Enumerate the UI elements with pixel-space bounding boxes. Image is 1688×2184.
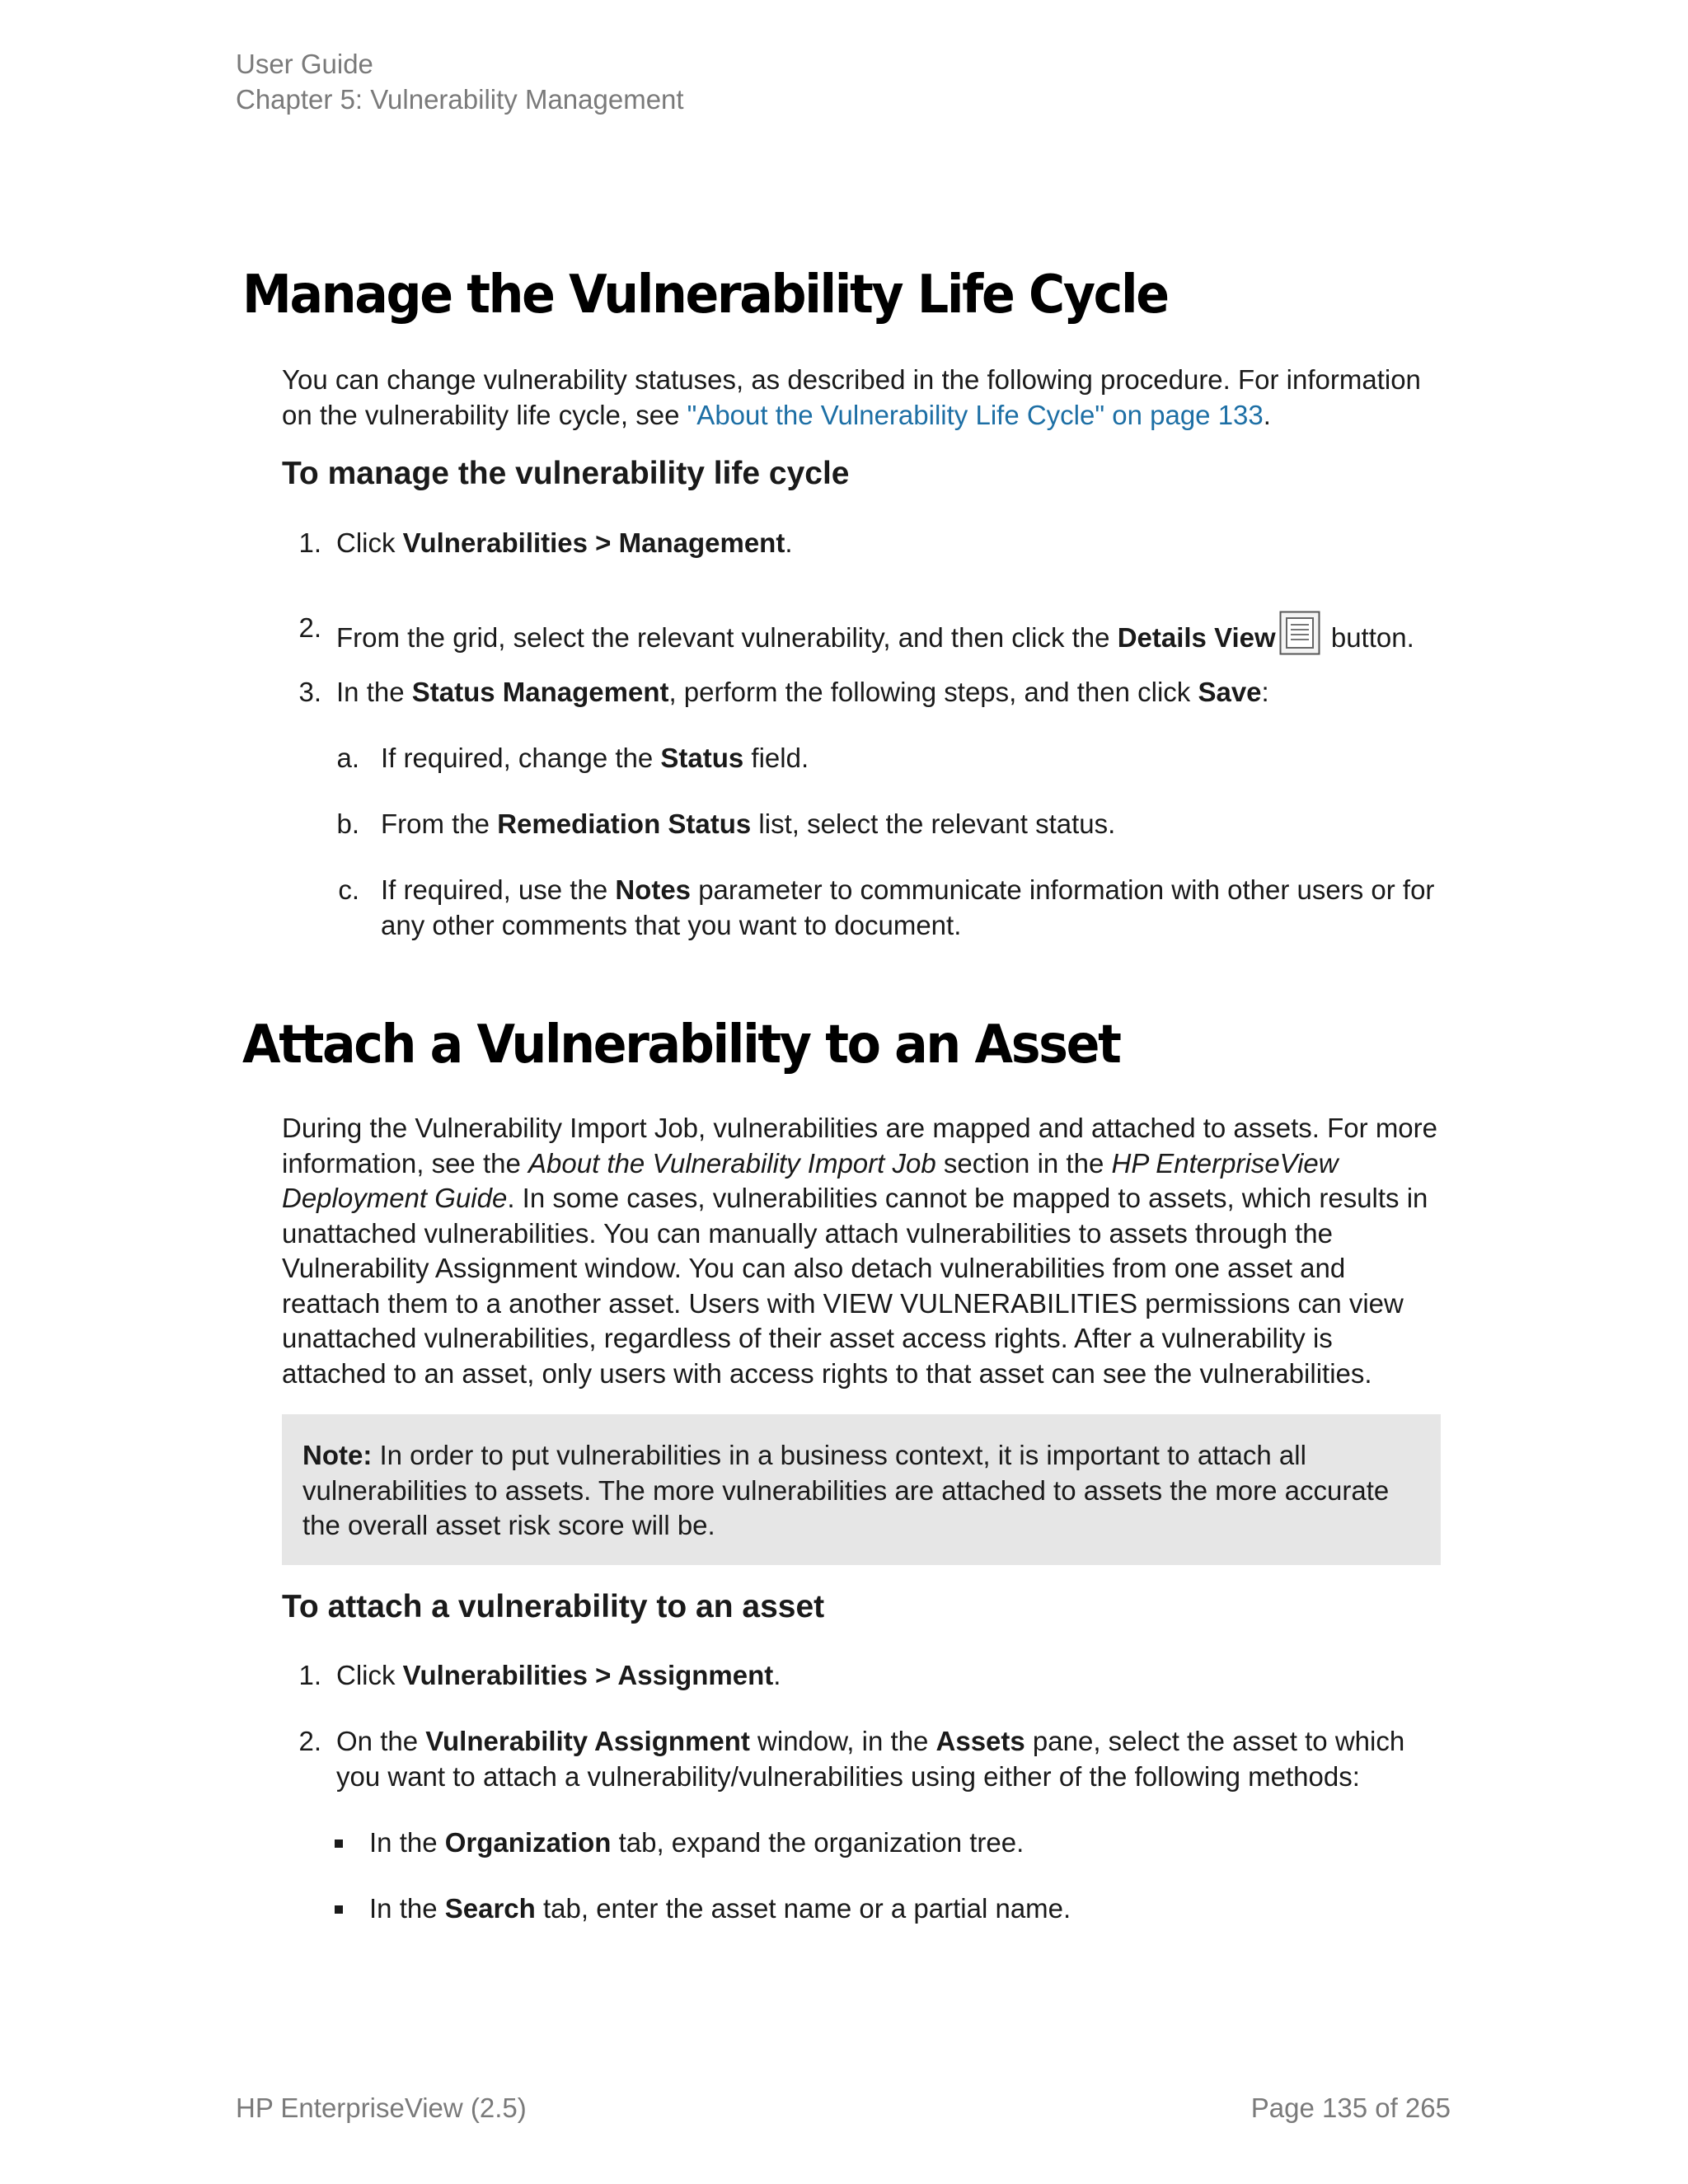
step-number: 3. (298, 677, 321, 707)
bullet-square-icon (335, 1905, 343, 1914)
para-text-c: . In some cases, vulnerabilities cannot be mapped to assets, which results in unattached vulnerabilities. You can manually attach vulnerabilities to assets through the Vulnerability Assignment window. You can also detach vulnerabilities from one asset and reattach them to a another asset. Users with VIEW VULNERABILITIES permissions can view unattached vulnerabilities, regardless of their asset access rights. After a vulnerability is attached to an asset, only users with access rights to that asset can see the vulnerabilities. (282, 1183, 1428, 1389)
assets-label: Assets (935, 1726, 1025, 1756)
section-title-manage-life-cycle: Manage the Vulnerability Life Cycle (242, 265, 1168, 326)
para-text-b: section in the (935, 1147, 1112, 1179)
header-chapter: Chapter 5: Vulnerability Management (236, 84, 684, 115)
step-text-end: . (773, 1660, 781, 1690)
status-management-label: Status Management (411, 677, 669, 707)
header-doc-title: User Guide (236, 49, 373, 79)
attach-intro-paragraph (282, 1111, 1444, 1391)
vulnerability-assignment-label: Vulnerability Assignment (425, 1726, 750, 1756)
menu-path: Vulnerabilities > Management (402, 527, 785, 558)
footer-product: HP EnterpriseView (2.5) (236, 2093, 527, 2123)
footer-page-number: Page 135 of 265 (1250, 2093, 1451, 2123)
step-number: 1. (298, 527, 321, 558)
step-number: 2. (298, 1726, 321, 1756)
note-text: In order to put vulnerabilities in a business context, it is important to attach all vulnerabilities to assets. The more vulnerabilities are attached to assets the more accurate the overall asset risk score will be. (302, 1440, 1390, 1540)
intro-paragraph (282, 363, 1444, 433)
step-text-end: . (785, 527, 793, 558)
intro-text: You can change vulnerability statuses, as described in the following procedure. For information on the vulnerability life cycle, see (282, 364, 1421, 430)
note-box (282, 1414, 1441, 1565)
notes-label: Notes (615, 874, 692, 905)
save-label: Save (1198, 677, 1262, 707)
intro-end: . (1263, 399, 1271, 430)
step-number: 1. (298, 1660, 321, 1690)
step-text: Click (336, 527, 403, 558)
details-view-icon (1279, 611, 1320, 655)
remediation-status-label: Remediation Status (497, 808, 752, 839)
step-text-end: : (1261, 677, 1269, 707)
note-label: Note: (302, 1440, 373, 1470)
deployment-guide-reference: HP EnterpriseView Deployment Guide (282, 1147, 1339, 1213)
running-header (236, 46, 684, 117)
step-text: Click (336, 1660, 403, 1690)
step-number: 2. (298, 612, 321, 643)
step-text: If required, change the (381, 743, 661, 773)
step-text-end: list, select the relevant status. (751, 808, 1116, 839)
status-field-label: Status (660, 743, 744, 773)
step-text-end: button. (1323, 622, 1414, 653)
bullet-text-end: tab, enter the asset name or a partial name. (535, 1893, 1071, 1924)
import-job-reference: About the Vulnerability Import Job (528, 1147, 936, 1179)
step-text-end: field. (743, 743, 809, 773)
section-title-attach-vulnerability: Attach a Vulnerability to an Asset (242, 1015, 1120, 1076)
step-text: From the (381, 808, 498, 839)
about-life-cycle-link[interactable]: "About the Vulnerability Life Cycle" on page 133 (687, 399, 1264, 430)
menu-path: Vulnerabilities > Assignment (402, 1660, 774, 1690)
step-text-mid: , perform the following steps, and then click (668, 677, 1198, 707)
substep-letter: c. (338, 874, 359, 905)
bullet-text: In the (369, 1893, 445, 1924)
step-text-end: parameter to communicate information with other users or for any other comments that you want to document. (381, 874, 1435, 940)
bullet-text-end: tab, expand the organization tree. (611, 1827, 1025, 1858)
step-text: If required, use the (381, 874, 616, 905)
step-text: In the (336, 677, 412, 707)
bullet-text: In the (369, 1827, 445, 1858)
substep-letter: b. (336, 808, 359, 839)
para-text-a: During the Vulnerability Import Job, vulnerabilities are mapped and attached to assets. For more information, see the (282, 1113, 1438, 1179)
organization-tab-label: Organization (444, 1827, 612, 1858)
procedure-title-manage: To manage the vulnerability life cycle (282, 456, 850, 491)
bullet-square-icon (335, 1840, 343, 1848)
step-text-end: pane, select the asset to which you want to attach a vulnerability/vulnerabilities using either of the following methods: (336, 1726, 1405, 1792)
step-text: On the (336, 1726, 426, 1756)
step-text: From the grid, select the relevant vulnerability, and then click the (336, 622, 1118, 653)
search-tab-label: Search (444, 1893, 536, 1924)
details-view-label: Details View (1117, 622, 1276, 653)
substep-letter: a. (336, 743, 359, 773)
step-text-mid: window, in the (749, 1726, 936, 1756)
procedure-title-attach: To attach a vulnerability to an asset (282, 1589, 825, 1624)
